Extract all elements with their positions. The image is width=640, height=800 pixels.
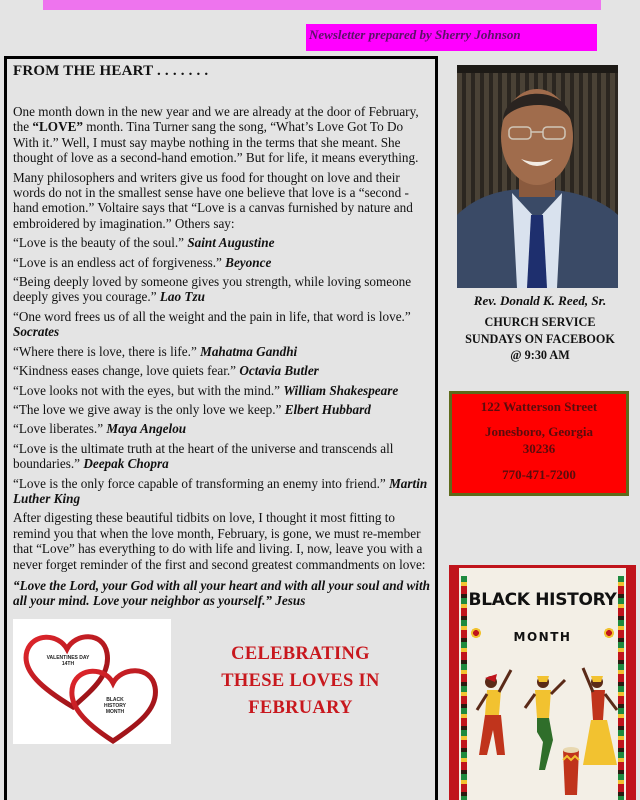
quote-text: “Love is the beauty of the soul.” xyxy=(13,235,188,251)
quote-author: Octavia Butler xyxy=(239,363,319,379)
top-banner-bar xyxy=(43,0,601,10)
quote-text: “Love is an endless act of forgiveness.” xyxy=(13,254,226,270)
quote-text: “Love liberates.” xyxy=(13,421,107,437)
hearts-image xyxy=(13,619,171,744)
service-line-2: SUNDAYS ON FACEBOOK xyxy=(465,331,615,346)
intro-text-2: month. Tina Turner sang the song, “What’s Love Got To Do With it.” Well, I must say maybe nothing in the terms that she meant. She thought of love as a second-hand emotion.” But for life, it means everything. xyxy=(13,119,419,166)
quote-author: Martin Luther King xyxy=(13,475,428,506)
poster-canvas xyxy=(459,568,626,800)
prepared-by-banner xyxy=(306,24,597,51)
church-address-box xyxy=(449,391,629,496)
celebration-row xyxy=(13,619,430,744)
quote-item xyxy=(13,235,430,250)
quote-text: “Love looks not with the eyes, but with the mind.” xyxy=(13,382,284,398)
double-heart-icon xyxy=(13,619,171,744)
quote-item xyxy=(13,421,430,436)
celebrating-line-2: THESE LOVES IN xyxy=(221,670,380,691)
poster-title: BLACK HISTORY xyxy=(468,590,617,610)
pastor-portrait-icon xyxy=(457,65,618,288)
commandment-quote: “Love the Lord, your God with all your heart and with all your soul and with all your mind. Love your neighbor as yourself.” Jesus xyxy=(13,577,430,609)
quote-item xyxy=(13,383,430,398)
quote-author: Saint Augustine xyxy=(187,235,275,251)
article-title: FROM THE HEART . . . . . . . xyxy=(13,63,209,79)
celebrating-line-1: CELEBRATING xyxy=(231,643,370,664)
philosophers-paragraph: Many philosophers and writers give us food for thought on love and their words do not in the smallest sense have one believe that love is a “second -hand emotion.” Voltaire says that “Love is a canvas furnished by nature and embroidered by imagination.” Others say: xyxy=(13,169,413,231)
quote-text: “The love we give away is the only love we keep.” xyxy=(13,401,285,417)
street-address: 122 Watterson Street xyxy=(480,399,598,414)
quote-text: “Love is the only force capable of transforming an enemy into friend.” xyxy=(13,475,390,491)
celebrating-heading xyxy=(171,619,430,722)
quote-item xyxy=(13,441,430,472)
closing-paragraph: After digesting these beautiful tidbits on love, I thought it most fitting to remind you that when the love month, February, is gone, we must re-member that “Love” has everything to do with life and living. I, now, leave you with a never forget reminder of the first and second greatest commandments on love: xyxy=(13,510,426,572)
from-the-heart-article xyxy=(4,56,438,800)
zip-code: 30236 xyxy=(522,441,556,456)
prepared-by-text: Newsletter prepared by Sherry Johnson xyxy=(309,27,521,42)
quote-author: Socrates xyxy=(13,324,60,340)
service-line-1: CHURCH SERVICE xyxy=(484,315,596,329)
poster-subtitle: MONTH xyxy=(513,630,572,644)
dancers-illustration-icon xyxy=(459,660,626,800)
city-state: Jonesboro, Georgia xyxy=(484,424,594,439)
pastor-name: Rev. Donald K. Reed, Sr. xyxy=(473,293,607,308)
heart-label-bhm: BLACK HISTORY MONTH xyxy=(104,696,126,715)
quote-author: Elbert Hubbard xyxy=(284,401,371,417)
service-time: @ 9:30 AM xyxy=(510,348,570,362)
quote-author: Beyonce xyxy=(225,254,272,270)
quote-text: “Love is the ultimate truth at the heart of the universe and transcends all boundaries.” xyxy=(13,440,394,472)
heart-label-valentines: VALENTINES DAY 14TH xyxy=(46,654,90,667)
phone-number: 770-471-7200 xyxy=(502,467,576,482)
quote-text: “Kindness eases change, love quiets fear.” xyxy=(13,363,240,379)
celebrating-line-3: FEBRUARY xyxy=(248,697,353,718)
intro-paragraph xyxy=(13,104,430,166)
quote-item xyxy=(13,402,430,417)
quote-text: “Being deeply loved by someone gives you strength, while loving someone deeply gives you courage.” xyxy=(13,274,412,305)
quote-item xyxy=(13,274,430,305)
quote-item xyxy=(13,476,430,507)
quote-item xyxy=(13,344,430,359)
love-emphasis: “LOVE” xyxy=(32,119,83,135)
quote-author: Maya Angelou xyxy=(106,421,187,437)
black-history-month-poster xyxy=(449,565,636,800)
quote-item xyxy=(13,363,430,378)
intro-text-1: One month down in the new year and we are already at the door of February, the xyxy=(13,104,419,135)
quote-author: Lao Tzu xyxy=(159,289,205,305)
quote-text: “Where there is love, there is life.” xyxy=(13,343,201,359)
quote-item xyxy=(13,309,430,340)
quote-author: Mahatma Gandhi xyxy=(200,343,298,359)
quote-item xyxy=(13,255,430,270)
pastor-caption xyxy=(440,293,640,364)
pastor-photo xyxy=(457,65,618,288)
quote-author: Deepak Chopra xyxy=(83,456,169,472)
quote-author: William Shakespeare xyxy=(283,382,399,398)
quote-text: “One word frees us of all the weight and the pain in life, that word is love.” xyxy=(13,308,411,324)
